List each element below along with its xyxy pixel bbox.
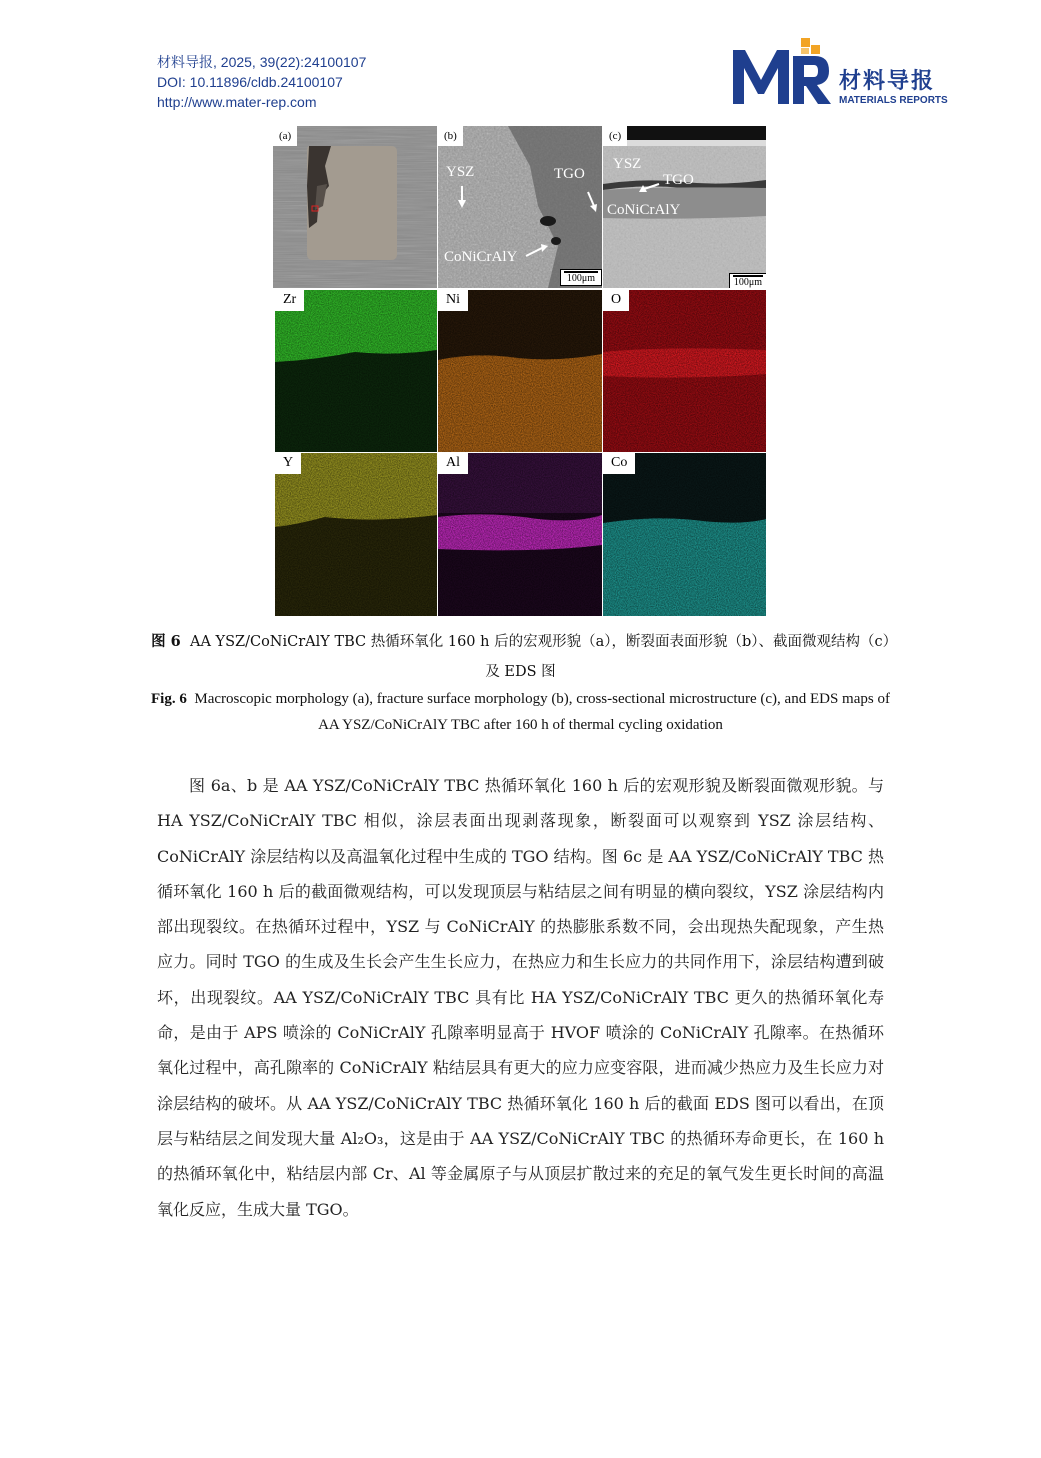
- panel-label: (b): [438, 126, 463, 146]
- figure-caption-chinese: [150, 627, 891, 687]
- panel-b-fracture-surface: [438, 126, 602, 288]
- caption-en-text: Macroscopic morphology (a), fracture surface morphology (b), cross-sectional microstructure (c), and EDS maps of AA YSZ/CoNiCrAlY TBC after 160 h of thermal cycling oxidation: [194, 691, 890, 733]
- figure-6: [273, 126, 766, 616]
- eds-o-image: [603, 290, 766, 452]
- annotation-tgo: TGO: [663, 172, 694, 188]
- scale-bar-label: 100μm: [733, 277, 763, 288]
- journal-header: [157, 52, 487, 112]
- panel-label: Y: [275, 453, 301, 474]
- annotation-conicraly: CoNiCrAlY: [444, 249, 518, 265]
- journal-logo: [731, 38, 953, 110]
- panel-label: Co: [603, 453, 635, 474]
- panel-label: (a): [273, 126, 297, 146]
- panel-c-cross-section: [603, 126, 766, 288]
- eds-map-co: [603, 453, 766, 616]
- eds-map-al: [438, 453, 602, 616]
- annotation-tgo: TGO: [554, 166, 585, 182]
- eds-map-ni: [438, 290, 602, 452]
- panel-label: Al: [438, 453, 468, 474]
- sample-photo-image: [273, 126, 437, 288]
- panel-label: Ni: [438, 290, 468, 311]
- eds-y-image: [275, 453, 437, 616]
- caption-cn-text: AA YSZ/CoNiCrAlY TBC 热循环氧化 160 h 后的宏观形貌（a），断裂面表面形貌（b）、截面微观结构（c）及 EDS 图: [189, 634, 890, 680]
- figure-caption-english: [150, 686, 891, 738]
- annotation-ysz: YSZ: [446, 164, 475, 180]
- eds-map-o: [603, 290, 766, 452]
- journal-citation: 材料导报, 2025, 39(22):24100107: [157, 54, 367, 70]
- annotation-ysz: YSZ: [613, 156, 642, 172]
- panel-label: Zr: [275, 290, 304, 311]
- eds-map-zr: [275, 290, 437, 452]
- eds-al-image: [438, 453, 602, 616]
- eds-co-image: [603, 453, 766, 616]
- scale-bar-label: 100μm: [566, 273, 596, 284]
- panel-label: O: [603, 290, 629, 311]
- eds-map-y: [275, 453, 437, 616]
- logo-chinese-name: 材料导报: [839, 68, 936, 94]
- logo-english-name: MATERIALS REPORTS: [839, 95, 948, 106]
- body-paragraph: 图 6a、b 是 AA YSZ/CoNiCrAlY TBC 热循环氧化 160 h 后的宏观形貌及断裂面微观形貌。与 HA YSZ/CoNiCrAlY TBC 相似，涂层表面出现剥落现象，断裂面可以观察到 YSZ 涂层结构、CoNiCrAlY 涂层结构以及高温氧化过程中生成的 TGO 结构。图 6c 是 AA YSZ/CoNiCrAlY TBC 热循环氧化 160 h 后的截面微观结构，可以发现顶层与粘结层之间有明显的横向裂纹，YSZ 涂层结构内部出现裂纹。在热循环过程中，YSZ 与 CoNiCrAlY 的热膨胀系数不同，会出现热失配现象，产生热应力。同时 TGO 的生成及生长会产生生长应力，在热应力和生长应力的共同作用下，涂层结构遭到破坏，出现裂纹。AA YSZ/CoNiCrAlY TBC 具有比 HA YSZ/CoNiCrAlY TBC 更久的热循环氧化寿命，是由于 APS 喷涂的 CoNiCrAlY 孔隙率明显高于 HVOF 喷涂的 CoNiCrAlY 孔隙率。在热循环氧化过程中，高孔隙率的 CoNiCrAlY 粘结层具有更大的应力应变容限，进而减少热应力及生长应力对涂层结构的破坏。从 AA YSZ/CoNiCrAlY TBC 热循环氧化 160 h 后的截面 EDS 图可以看出，在顶层与粘结层之间发现大量 Al₂O₃，这是由于 AA YSZ/CoNiCrAlY TBC 的热循环寿命更长，在 160 h 的热循环氧化中，粘结层内部 Cr、Al 等金属原子与从顶层扩散过来的充足的氧气发生更长时间的高温氧化反应，生成大量 TGO。: [157, 776, 884, 1219]
- annotation-conicraly: CoNiCrAlY: [607, 202, 681, 218]
- panel-a-macro-photo: [273, 126, 437, 288]
- caption-cn-prefix: 图 6: [151, 633, 181, 650]
- journal-url[interactable]: http://www.mater-rep.com: [157, 94, 317, 110]
- caption-en-prefix: Fig. 6: [151, 691, 187, 707]
- scale-bar: [560, 269, 602, 286]
- eds-zr-image: [275, 290, 437, 452]
- mr-logo-icon: [731, 38, 835, 108]
- panel-label: (c): [603, 126, 627, 146]
- scale-bar: [729, 273, 766, 288]
- doi: DOI: 10.11896/cldb.24100107: [157, 74, 343, 90]
- eds-ni-image: [438, 290, 602, 452]
